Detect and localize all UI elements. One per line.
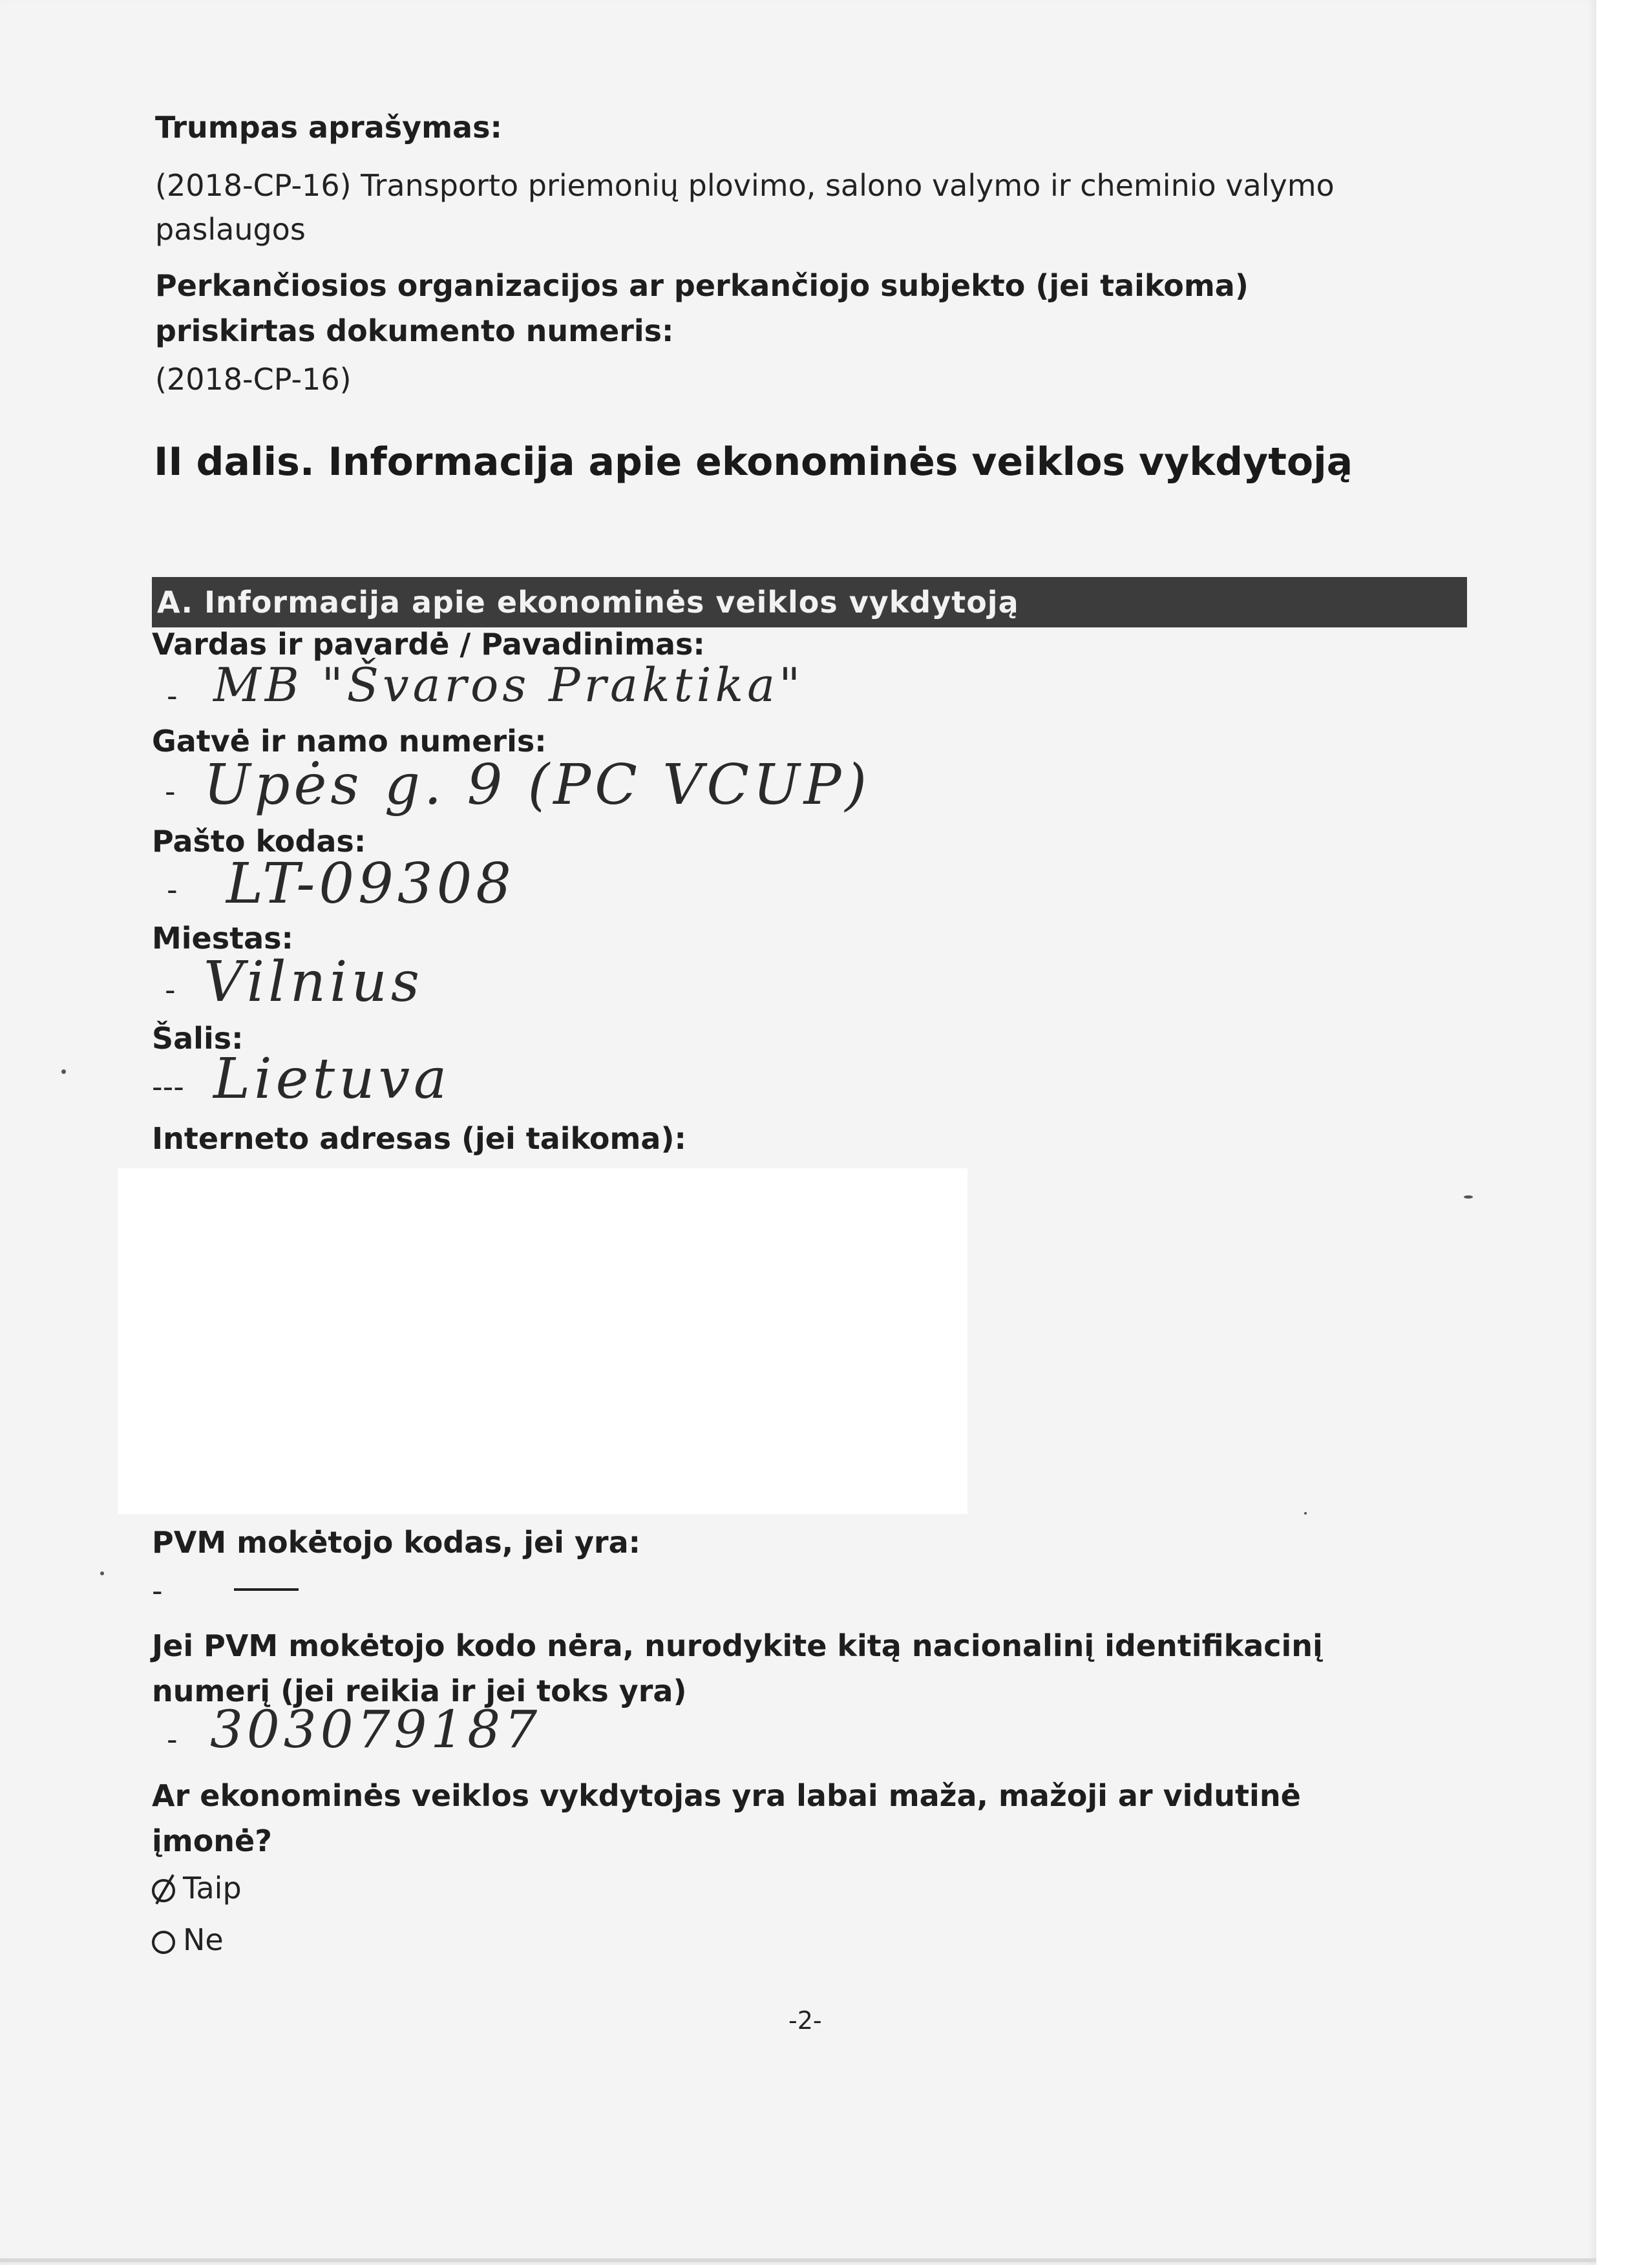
sme-question-line1: Ar ekonominės veiklos vykdytojas yra labai maža, mažoji ar vidutinė [152,1778,1301,1813]
vat-empty-stroke [234,1588,299,1591]
doc-number-label-line1: Perkančiosios organizacijos ar perkančiojo subjekto (jei taikoma) [155,268,1249,303]
doc-number-label-line2: priskirtas dokumento numeris: [155,313,674,348]
national-id-label-line1: Jei PVM mokėtojo kodo nėra, nurodykite kitą nacionalinį identifikacinį [152,1628,1323,1663]
city-value: Vilnius [204,950,424,1014]
city-dash: - [165,972,176,1007]
scan-speck [61,1069,66,1074]
national-id-label-line2: numerį (jei reikia ir jei toks yra) [152,1674,687,1708]
radio-no-label: Ne [183,1922,224,1957]
radio-no[interactable] [152,1922,224,1957]
scan-speck [1464,1195,1473,1199]
street-label: Gatvė ir namo numeris: [152,724,547,759]
name-label: Vardas ir pavardė / Pavadinimas: [152,627,705,662]
city-label: Miestas: [152,921,293,956]
national-id-value: 303079187 [210,1699,542,1759]
sme-question-line2: įmonė? [152,1823,272,1858]
scan-bottom-edge [0,2258,1596,2262]
scan-margin [1596,0,1648,2268]
postcode-label: Pašto kodas: [152,824,366,859]
postcode-value: LT-09308 [226,852,516,916]
redacted-area [118,1168,967,1514]
name-value: MB "Švaros Praktika" [213,658,805,712]
section-header: A. Informacija apie ekonominės veiklos vykdytoją [152,577,1467,627]
street-value: Upės g. 9 (PC VCUP) [204,753,871,817]
scan-speck [1304,1512,1307,1515]
short-desc-line2: paslaugos [155,212,306,247]
country-label: Šalis: [152,1021,244,1056]
website-label: Interneto adresas (jei taikoma): [152,1121,686,1156]
scan-speck [100,1571,104,1575]
vat-dash: - [152,1573,163,1608]
street-dash: - [165,774,176,809]
short-desc-line1: (2018-CP-16) Transporto priemonių plovimo, salono valymo ir cheminio valymo [155,168,1335,203]
doc-number-value: (2018-CP-16) [155,362,352,397]
country-value: Lietuva [213,1047,451,1111]
short-desc-label: Trumpas aprašymas: [155,110,502,145]
radio-yes[interactable] [152,1871,242,1906]
radio-yes-circle-icon[interactable] [152,1879,175,1902]
radio-yes-label: Taip [183,1871,242,1906]
postcode-dash: - [167,872,178,907]
national-id-dash: - [167,1722,178,1757]
part-title: II dalis. Informacija apie ekonominės veiklos vykdytoją [154,439,1353,485]
vat-label: PVM mokėtojo kodas, jei yra: [152,1525,641,1560]
radio-no-circle-icon[interactable] [152,1931,175,1954]
page-number: -2- [788,2006,822,2035]
name-dash: - [167,678,178,713]
country-dash: --- [152,1069,184,1104]
